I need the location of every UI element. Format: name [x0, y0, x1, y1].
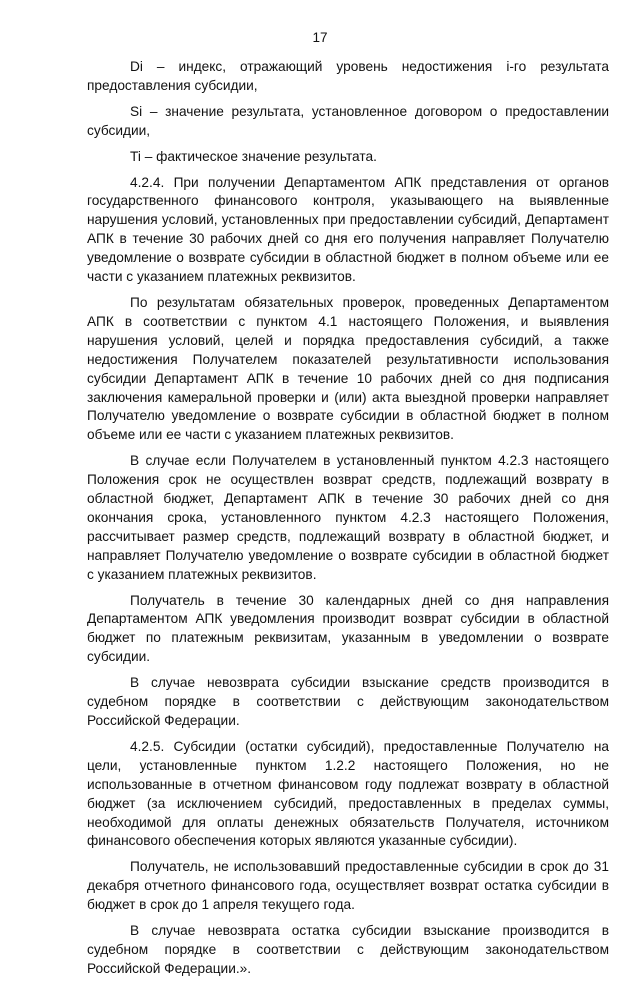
paragraph-di-definition: Di – индекс, отражающий уровень недостижения i-го результата предоставления субсидии,	[87, 59, 609, 93]
page-number: 17	[312, 30, 328, 45]
paragraph-4-2-5: 4.2.5. Субсидии (остатки субсидий), предоставленные Получателю на цели, установленные пунктом 1.2.2 настоящего Положения, но не использованные в отчетном финансовом году подлежат возврату в областной бюджет (за исключением субсидий, предоставленных в пределах суммы, необходимой для оплаты денежных обязательств Получателя, источником финансового обеспечения которых являются указанные субсидии).	[87, 738, 609, 849]
paragraph-remainder-recovery: В случае невозврата остатка субсидии взыскание производится в судебном порядке в соответствии с действующим законодательством Российской Федерации.».	[87, 923, 609, 976]
document-body	[87, 58, 609, 986]
paragraph-ti-definition: Ti – фактическое значение результата.	[130, 148, 377, 164]
paragraph-missed-deadline: В случае если Получателем в установленный пунктом 4.2.3 настоящего Положения срок не осуществлен возврат средств, подлежащий возврату в областной бюджет, Департамент АПК в течение 30 рабочих дней со дня окончания срока, установленного пунктом 4.2.3 настоящего Положения, рассчитывает размер средств, подлежащий возврату в областной бюджет, и направляет Получателю уведомление о возврате субсидии в областной бюджет с указанием платежных реквизитов.	[87, 453, 609, 582]
paragraph-unused-return: Получатель, не использовавший предоставленные субсидии в срок до 31 декабря отчетного финансового года, осуществляет возврат остатка субсидии в бюджет в срок до 1 апреля текущего года.	[87, 859, 609, 913]
paragraph-recipient-return: Получатель в течение 30 календарных дней со дня направления Департаментом АПК уведомления производит возврат субсидии в областной бюджет по платежным реквизитам, указанным в уведомлении о возврате субсидии.	[87, 592, 609, 665]
paragraph-si-definition: Si – значение результата, установленное договором о предоставлении субсидии,	[87, 103, 609, 138]
paragraph-4-2-4: 4.2.4. При получении Департаментом АПК представления от органов государственного финансового контроля, указывающего на выявленные нарушения условий, установленных при предоставлении субсидий, Департамент АПК в течение 30 рабочих дней со дня его получения направляет Получателю уведомление о возврате субсидии в областной бюджет в полном объеме или ее части с указанием платежных реквизитов.	[87, 174, 609, 285]
paragraph-inspection-results: По результатам обязательных проверок, проведенных Департаментом АПК в соответствии с пунктом 4.1 настоящего Положения, и выявления нарушения условий, целей и порядка предоставления субсидий, а также недостижения Получателем показателей результативности использования субсидии Департамент АПК в течение 10 рабочих дней со дня подписания заключения камеральной проверки и (или) акта выездной проверки направляет Получателю уведомление о возврате субсидии в областной бюджет в полном объеме или ее части с указанием платежных реквизитов.	[87, 294, 609, 443]
paragraph-court-recovery: В случае невозврата субсидии взыскание средств производится в судебном порядке в соответствии с действующим законодательством Российской Федерации.	[87, 675, 609, 728]
